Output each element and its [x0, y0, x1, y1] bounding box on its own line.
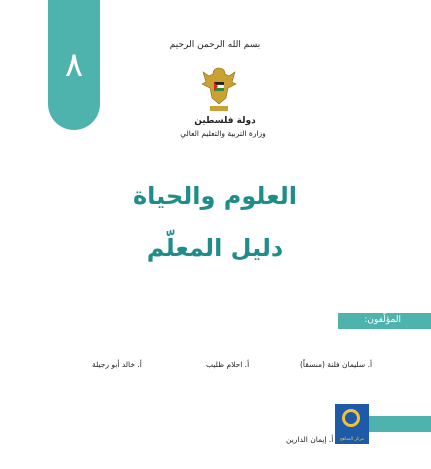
palestine-eagle-emblem-icon: [200, 64, 238, 114]
state-name: دولة فلسطين: [194, 116, 256, 126]
basmala: بسم الله الرحمن الرحيم: [169, 40, 261, 50]
logo-text: مركز المناهج: [339, 437, 365, 442]
author-name: أ. سليمان فلنة (منسقاً): [300, 360, 373, 369]
author-name: أ. احلام ظليب: [206, 360, 250, 369]
author-name: أ. إيمان الدارين: [286, 435, 334, 444]
logo-ring-icon: [342, 409, 360, 427]
authors-label: المؤلّفون:: [364, 315, 401, 325]
grade-number: ٨: [64, 45, 84, 85]
bottom-accent-bar: [368, 416, 431, 432]
author-name: أ. خالد أبو رجيلة: [92, 360, 142, 369]
curriculum-center-logo: [335, 404, 369, 444]
book-title: العلوم والحياة: [132, 182, 297, 210]
book-subtitle: دليل المعلّم: [146, 234, 284, 262]
grade-tab: [48, 0, 100, 130]
ministry-name: وزارة التربية والتعليم العالي: [180, 129, 266, 138]
